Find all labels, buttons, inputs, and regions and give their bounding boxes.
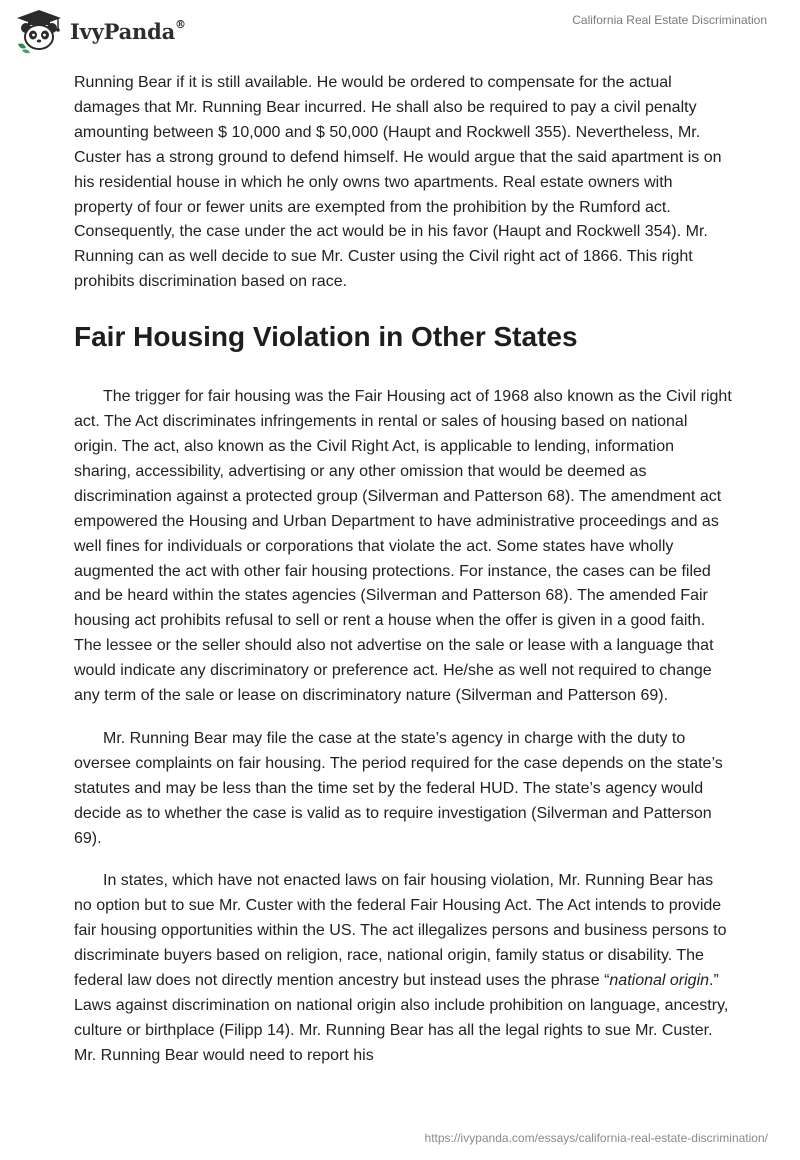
paragraph-text-before: In states, which have not enacted laws on fair housing violation, Mr. Running Bear has no option but to sue Mr. Custer with the federal Fair Housing Act. The Act intends to provide fair housing opportunities within the US. The act illegalizes persons and business persons to discriminate buyers based on religion, race, national origin, family status or disability. The federal law does not directly mention ancestry but instead uses the phrase “ bbox=[74, 872, 727, 990]
essay-content bbox=[74, 71, 734, 1069]
ivypanda-logo[interactable] bbox=[14, 8, 186, 54]
registered-mark: ® bbox=[175, 17, 186, 31]
emphasis-national-origin: national origin bbox=[609, 972, 710, 990]
section-heading: Fair Housing Violation in Other States bbox=[74, 321, 578, 353]
document-title: California Real Estate Discrimination bbox=[572, 13, 767, 27]
brand-name-text: IvyPanda bbox=[70, 18, 176, 44]
paragraph-federal-act bbox=[74, 869, 734, 1068]
panda-graduate-icon bbox=[14, 8, 64, 54]
paragraph-fair-housing-act: The trigger for fair housing was the Fair Housing act of 1968 also known as the Civil right act. The Act discriminates infringements in rental or sales of housing based on national origin. The act, also known as the Civil Right Act, is applicable to lending, information sharing, accessibility, advertising or any other omission that would be deemed as discrimination against a protected group (Silverman and Patterson 68). The amendment act empowered the Housing and Urban Department to have administrative proceedings and as well fines for individuals or corporations that violate the act. Some states have wholly augmented the act with other fair housing protections. For instance, the cases can be filed and be heard within the states agencies (Silverman and Patterson 68). The amended Fair housing act prohibits refusal to sell or rent a house when the offer is given in a good faith. The lessee or the seller should also not advertise on the sale or lease with a language that would indicate any discriminatory or preference act. He/she as well not required to change any term of the sale or lease on discriminatory nature (Silverman and Patterson 69). bbox=[74, 388, 732, 705]
brand-name bbox=[70, 19, 186, 44]
intro-paragraph: Running Bear if it is still available. He would be ordered to compensate for the actual damages that Mr. Running Bear incurred. He shall also be required to pay a civil penalty amounting between $ 10,000 and $ 50,000 (Haupt and Rockwell 355). Nevertheless, Mr. Custer has a strong ground to defend himself. He would argue that the said apartment is on his residential house in which he only owns two apartments. Real estate owners with property of four or fewer units are exempted from the prohibition by the Rumford act. Consequently, the case under the act would be in his favor (Haupt and Rockwell 354). Mr. Running can as well decide to sue Mr. Custer using the Civil right act of 1866. This right prohibits discrimination based on race. bbox=[74, 74, 722, 291]
source-url-link[interactable]: https://ivypanda.com/essays/california-real-estate-discrimination/ bbox=[424, 1131, 768, 1145]
paragraph-text-after: .” Laws against discrimination on national origin also include prohibition on language, ancestry, culture or birthplace (Filipp 14). Mr. Running Bear has all the legal rights to sue Mr. Custer. Mr. Running Bear would need to report his bbox=[74, 972, 729, 1064]
paragraph-state-agency: Mr. Running Bear may file the case at the state’s agency in charge with the duty to oversee complaints on fair housing. The period required for the case depends on the state’s statutes and may be less than the time set by the federal HUD. The state’s agency would decide as to whether the case is valid as to require investigation (Silverman and Patterson 69). bbox=[74, 729, 723, 847]
page-header bbox=[0, 0, 800, 60]
